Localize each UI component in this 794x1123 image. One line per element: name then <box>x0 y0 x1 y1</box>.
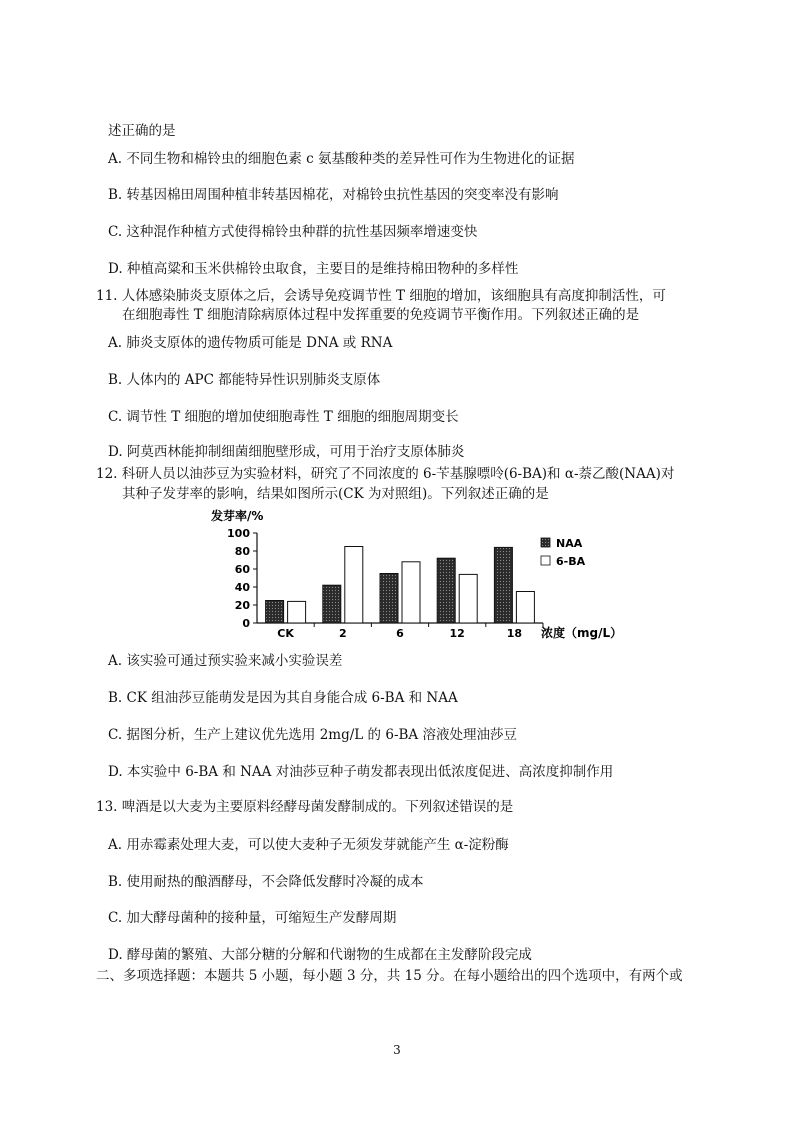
bar-naa-18 <box>494 547 512 623</box>
q12-stem-line2: 其种子发芽率的影响，结果如图所示(CK 为对照组)。下列叙述正确的是 <box>122 486 549 502</box>
bar-6ba-2 <box>345 547 363 624</box>
y-tick-label: 0 <box>242 617 250 630</box>
bar-naa-2 <box>323 585 341 623</box>
bar-6ba-ck <box>288 601 306 623</box>
bar-naa-12 <box>437 558 455 623</box>
q13-option-c: C. 加大酵母菌种的接种量，可缩短生产发酵周期 <box>108 910 397 926</box>
x-tick-label: 2 <box>338 627 347 640</box>
bar-6ba-18 <box>516 592 534 624</box>
q12-option-a: A. 该实验可通过预实验来减小实验误差 <box>108 653 343 669</box>
bar-6ba-6 <box>402 562 420 623</box>
legend-swatch-6ba <box>541 556 550 565</box>
y-axis-label: 发芽率/% <box>211 509 264 523</box>
x-tick-label: CK <box>277 627 294 640</box>
germination-rate-chart <box>205 505 625 645</box>
bar-naa-6 <box>380 574 398 624</box>
q11-stem-line2: 在细胞毒性 T 细胞清除病原体过程中发挥重要的免疫调节平衡作用。下列叙述正确的是 <box>122 307 640 323</box>
q10-option-a: A. 不同生物和棉铃虫的细胞色素 c 氨基酸种类的差异性可作为生物进化的证据 <box>108 151 575 167</box>
q12-option-c: C. 据图分析，生产上建议优先选用 2mg/L 的 6-BA 溶液处理油莎豆 <box>108 727 517 743</box>
q13-option-b: B. 使用耐热的酿酒酵母，不会降低发酵时冷凝的成本 <box>108 874 424 890</box>
q10-option-d: D. 种植高粱和玉米供棉铃虫取食，主要目的是维持棉田物种的多样性 <box>108 261 519 277</box>
q10-stem-tail: 述正确的是 <box>108 123 176 139</box>
section-2-heading: 二、多项选择题：本题共 5 小题，每小题 3 分，共 15 分。在每小题给出的四个选项中，有两个或 <box>96 968 683 984</box>
x-tick-label: 6 <box>396 627 404 640</box>
q11-option-b: B. 人体内的 APC 都能特异性识别肺炎支原体 <box>108 372 381 388</box>
x-axis-label: 浓度（mg/L） <box>541 626 623 640</box>
y-tick-label: 20 <box>234 599 250 612</box>
q12-stem-line1: 12. 科研人员以油莎豆为实验材料，研究了不同浓度的 6-苄基腺嘌呤(6-BA)和 α-萘乙酸(NAA)对 <box>96 466 675 482</box>
x-tick-label: 12 <box>449 627 465 640</box>
q10-option-b: B. 转基因棉田周围种植非转基因棉花，对棉铃虫抗性基因的突变率没有影响 <box>108 187 559 203</box>
page-number: 3 <box>393 1043 401 1057</box>
q11-option-d: D. 阿莫西林能抑制细菌细胞壁形成，可用于治疗支原体肺炎 <box>108 444 465 460</box>
y-tick-label: 60 <box>234 563 250 576</box>
q10-option-c: C. 这种混作种植方式使得棉铃虫种群的抗性基因频率增速变快 <box>108 224 478 240</box>
q13-option-a: A. 用赤霉素处理大麦，可以使大麦种子无须发芽就能产生 α-淀粉酶 <box>108 837 509 853</box>
y-tick-label: 40 <box>234 581 250 594</box>
bar-naa-ck <box>266 601 284 624</box>
q11-option-a: A. 肺炎支原体的遗传物质可能是 DNA 或 RNA <box>108 335 393 351</box>
q13-option-d: D. 酵母菌的繁殖、大部分糖的分解和代谢物的生成都在主发酵阶段完成 <box>108 947 532 963</box>
legend-swatch-naa <box>541 538 550 547</box>
legend-label-6ba: 6-BA <box>556 555 586 568</box>
legend-label-naa: NAA <box>556 537 583 550</box>
y-tick-label: 80 <box>234 545 250 558</box>
bar-6ba-12 <box>459 574 477 623</box>
q12-option-b: B. CK 组油莎豆能萌发是因为其自身能合成 6-BA 和 NAA <box>108 690 458 706</box>
q11-stem-line1: 11. 人体感染肺炎支原体之后，会诱导免疫调节性 T 细胞的增加，该细胞具有高度抑制活性，可 <box>96 288 666 304</box>
q12-option-d: D. 本实验中 6-BA 和 NAA 对油莎豆种子萌发都表现出低浓度促进、高浓度抑制作用 <box>108 764 614 780</box>
legend <box>541 537 586 568</box>
x-tick-label: 18 <box>506 627 523 640</box>
q13-stem: 13. 啤酒是以大麦为主要原料经酵母菌发酵制成的。下列叙述错误的是 <box>96 799 514 815</box>
q11-option-c: C. 调节性 T 细胞的增加使细胞毒性 T 细胞的细胞周期变长 <box>108 409 459 425</box>
y-tick-label: 100 <box>227 527 250 540</box>
